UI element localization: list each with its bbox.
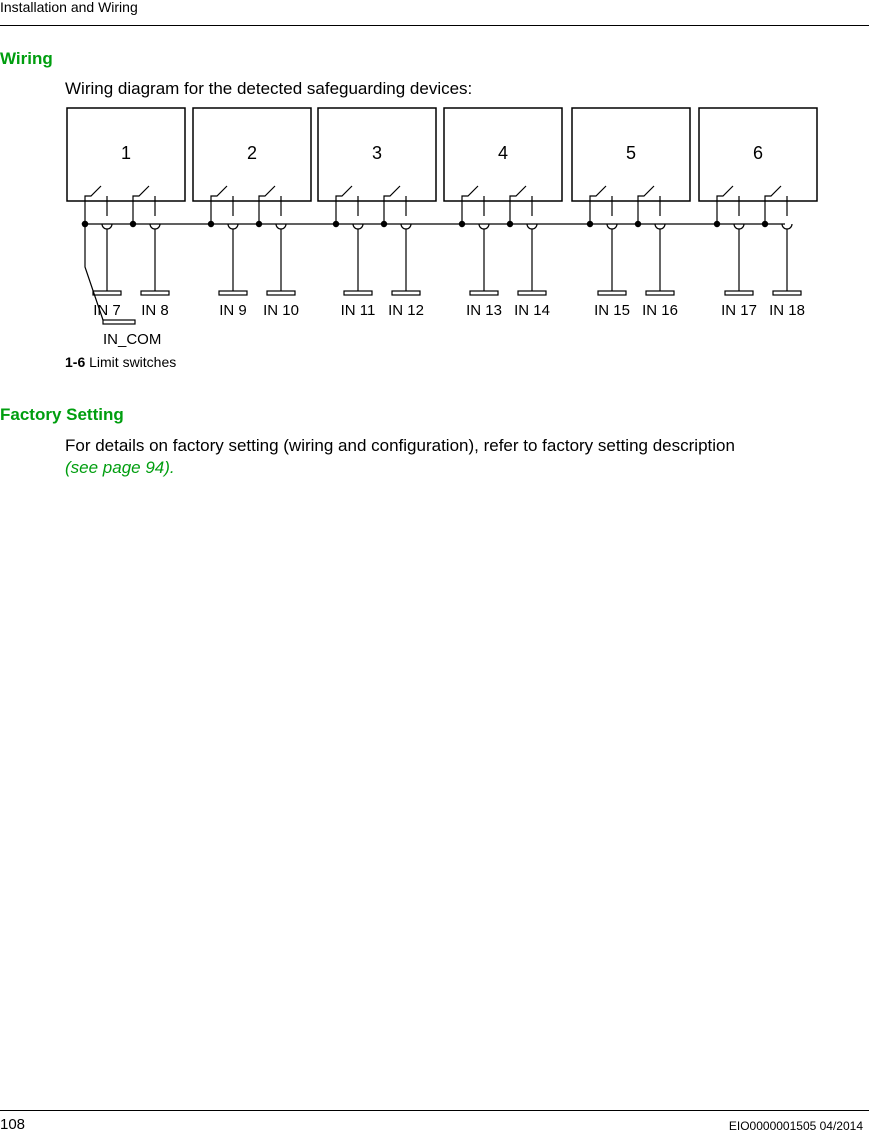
switch-contact [384,186,406,224]
factory-text: For details on factory setting (wiring and configuration), refer to factory setting description [65,436,735,455]
switch-contact [765,186,787,224]
wire-crossing [353,224,363,229]
switch-contact [717,186,739,224]
device-number: 6 [752,143,764,163]
figure-caption [65,354,176,370]
switch-contact [133,186,155,224]
factory-paragraph [65,435,825,479]
caption-text: Limit switches [89,354,177,370]
common-terminal [103,320,135,324]
input-terminal [344,291,372,295]
input-terminal [646,291,674,295]
document-reference: EIO0000001505 04/2014 [728,1119,863,1133]
input-terminal [141,291,169,295]
input-terminal [267,291,295,295]
input-label: IN 15 [594,302,630,319]
footer-rule [0,1110,869,1111]
wire-crossing [102,224,112,229]
wire-crossing [782,224,792,229]
wire-crossing [655,224,665,229]
device-number: 3 [371,143,383,163]
wire-crossing [527,224,537,229]
wire-crossing [150,224,160,229]
input-terminal [598,291,626,295]
switch-contact [462,186,484,224]
switch-contact [259,186,281,224]
device-number: 4 [497,143,509,163]
caption-key: 1-6 [65,354,86,370]
switch-contact [85,186,107,224]
input-terminal [392,291,420,295]
input-label: IN 8 [141,302,169,319]
wiring-intro: Wiring diagram for the detected safeguarding devices: [65,79,473,98]
input-terminal [518,291,546,295]
header-rule [0,25,869,26]
input-label: IN 11 [340,302,376,319]
input-label: IN 10 [263,302,299,319]
input-label: IN 14 [514,302,550,319]
input-label: IN 12 [388,302,424,319]
input-label: IN 17 [721,302,757,319]
input-label: IN 16 [642,302,678,319]
wiring-heading: Wiring [0,49,53,68]
device-number: 2 [246,143,258,163]
device-number: 1 [120,143,132,163]
input-label: IN 13 [466,302,502,319]
wire-crossing [734,224,744,229]
wire-crossing [276,224,286,229]
input-label: IN 9 [219,302,247,319]
see-page-link[interactable]: see page 94 [70,458,165,477]
xref-paren-open: ( [65,458,71,477]
switch-contact [211,186,233,224]
wire-crossing [607,224,617,229]
common-label: IN_COM [103,331,162,348]
switch-contact [590,186,612,224]
input-terminal [725,291,753,295]
input-terminal [773,291,801,295]
input-terminal [219,291,247,295]
xref-paren-close: ). [164,458,175,477]
page-number: 108 [0,1116,26,1133]
input-label: IN 18 [769,302,805,319]
input-terminal [470,291,498,295]
switch-contact [510,186,532,224]
wire-crossing [228,224,238,229]
switch-contact [638,186,660,224]
factory-heading: Factory Setting [0,405,124,424]
input-label: IN 7 [93,302,121,319]
wire-crossing [401,224,411,229]
device-number: 5 [625,143,637,163]
running-header: Installation and Wiring [0,0,138,15]
input-terminal [93,291,121,295]
wiring-diagram [65,102,825,350]
switch-contact [336,186,358,224]
wire-crossing [479,224,489,229]
